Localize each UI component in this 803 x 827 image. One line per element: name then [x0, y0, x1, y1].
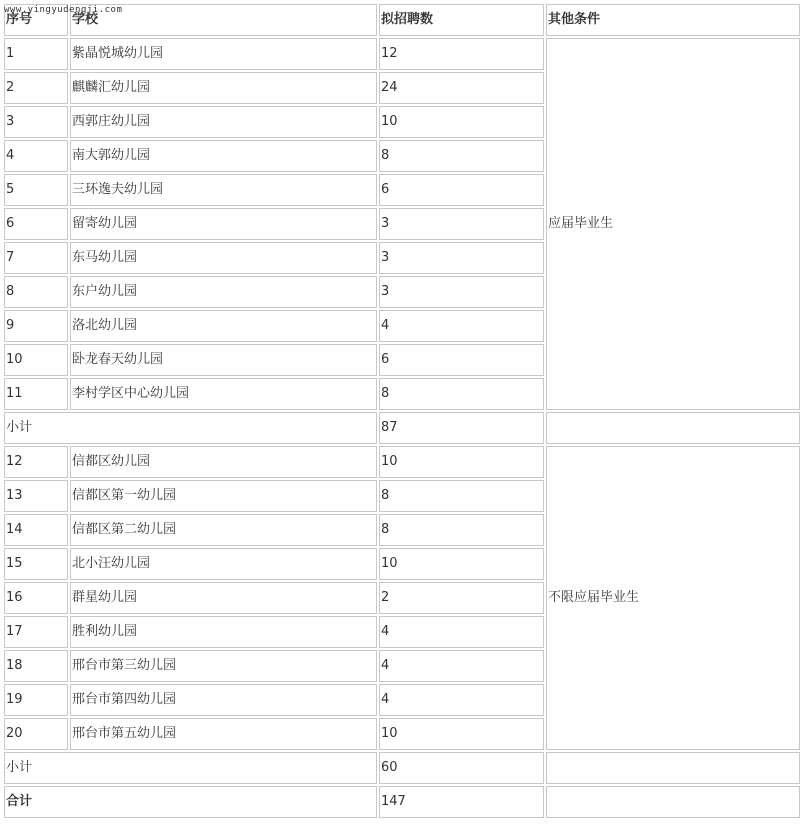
condition-cell: 不限应届毕业生 — [546, 446, 800, 750]
subtotal-condition-empty — [546, 752, 800, 784]
row-count: 4 — [379, 310, 544, 342]
row-count: 8 — [379, 480, 544, 512]
row-no: 8 — [4, 276, 68, 308]
row-no: 13 — [4, 480, 68, 512]
row-no: 17 — [4, 616, 68, 648]
total-label: 合计 — [4, 786, 377, 818]
row-no: 16 — [4, 582, 68, 614]
row-count: 2 — [379, 582, 544, 614]
row-no: 15 — [4, 548, 68, 580]
row-count: 3 — [379, 208, 544, 240]
row-no: 4 — [4, 140, 68, 172]
row-school: 洛北幼儿园 — [70, 310, 377, 342]
row-no: 9 — [4, 310, 68, 342]
row-no: 5 — [4, 174, 68, 206]
subtotal-label: 小计 — [4, 412, 377, 444]
row-count: 6 — [379, 344, 544, 376]
condition-cell: 应届毕业生 — [546, 38, 800, 410]
row-count: 3 — [379, 276, 544, 308]
row-count: 6 — [379, 174, 544, 206]
row-count: 8 — [379, 514, 544, 546]
header-condition: 其他条件 — [546, 4, 800, 36]
row-school: 胜利幼儿园 — [70, 616, 377, 648]
row-count: 3 — [379, 242, 544, 274]
watermark: www.yingyudengji.com — [4, 5, 123, 15]
row-school: 邢台市第四幼儿园 — [70, 684, 377, 716]
row-no: 10 — [4, 344, 68, 376]
row-school: 卧龙春天幼儿园 — [70, 344, 377, 376]
header-row — [4, 4, 800, 36]
row-no: 7 — [4, 242, 68, 274]
subtotal-row — [4, 412, 800, 444]
row-school: 信都区第一幼儿园 — [70, 480, 377, 512]
row-school: 群星幼儿园 — [70, 582, 377, 614]
total-condition-empty — [546, 786, 800, 818]
row-no: 18 — [4, 650, 68, 682]
row-school: 麒麟汇幼儿园 — [70, 72, 377, 104]
row-no: 11 — [4, 378, 68, 410]
row-school: 三环逸夫幼儿园 — [70, 174, 377, 206]
subtotal-condition-empty — [546, 412, 800, 444]
subtotal-value: 60 — [379, 752, 544, 784]
recruitment-table — [2, 2, 802, 820]
row-school: 西郭庄幼儿园 — [70, 106, 377, 138]
row-school: 紫晶悦城幼儿园 — [70, 38, 377, 70]
row-count: 24 — [379, 72, 544, 104]
header-no: 序号 — [4, 4, 68, 36]
row-school: 邢台市第五幼儿园 — [70, 718, 377, 750]
row-no: 20 — [4, 718, 68, 750]
row-count: 4 — [379, 616, 544, 648]
header-count: 拟招聘数 — [379, 4, 544, 36]
row-school: 东马幼儿园 — [70, 242, 377, 274]
row-school: 北小汪幼儿园 — [70, 548, 377, 580]
table-row — [4, 38, 800, 70]
row-count: 12 — [379, 38, 544, 70]
row-count: 10 — [379, 718, 544, 750]
row-school: 留寄幼儿园 — [70, 208, 377, 240]
row-school: 信都区第二幼儿园 — [70, 514, 377, 546]
subtotal-value: 87 — [379, 412, 544, 444]
row-no: 19 — [4, 684, 68, 716]
row-no: 12 — [4, 446, 68, 478]
total-value: 147 — [379, 786, 544, 818]
header-school: 学校 — [70, 4, 377, 36]
row-school: 邢台市第三幼儿园 — [70, 650, 377, 682]
row-count: 10 — [379, 446, 544, 478]
row-count: 10 — [379, 106, 544, 138]
row-no: 3 — [4, 106, 68, 138]
row-count: 4 — [379, 684, 544, 716]
row-school: 东户幼儿园 — [70, 276, 377, 308]
subtotal-label: 小计 — [4, 752, 377, 784]
row-count: 4 — [379, 650, 544, 682]
row-school: 信都区幼儿园 — [70, 446, 377, 478]
row-no: 6 — [4, 208, 68, 240]
table-row — [4, 446, 800, 478]
row-school: 李村学区中心幼儿园 — [70, 378, 377, 410]
row-count: 10 — [379, 548, 544, 580]
subtotal-row — [4, 752, 800, 784]
row-count: 8 — [379, 378, 544, 410]
row-no: 14 — [4, 514, 68, 546]
row-count: 8 — [379, 140, 544, 172]
row-no: 1 — [4, 38, 68, 70]
row-no: 2 — [4, 72, 68, 104]
total-row — [4, 786, 800, 818]
row-school: 南大郭幼儿园 — [70, 140, 377, 172]
